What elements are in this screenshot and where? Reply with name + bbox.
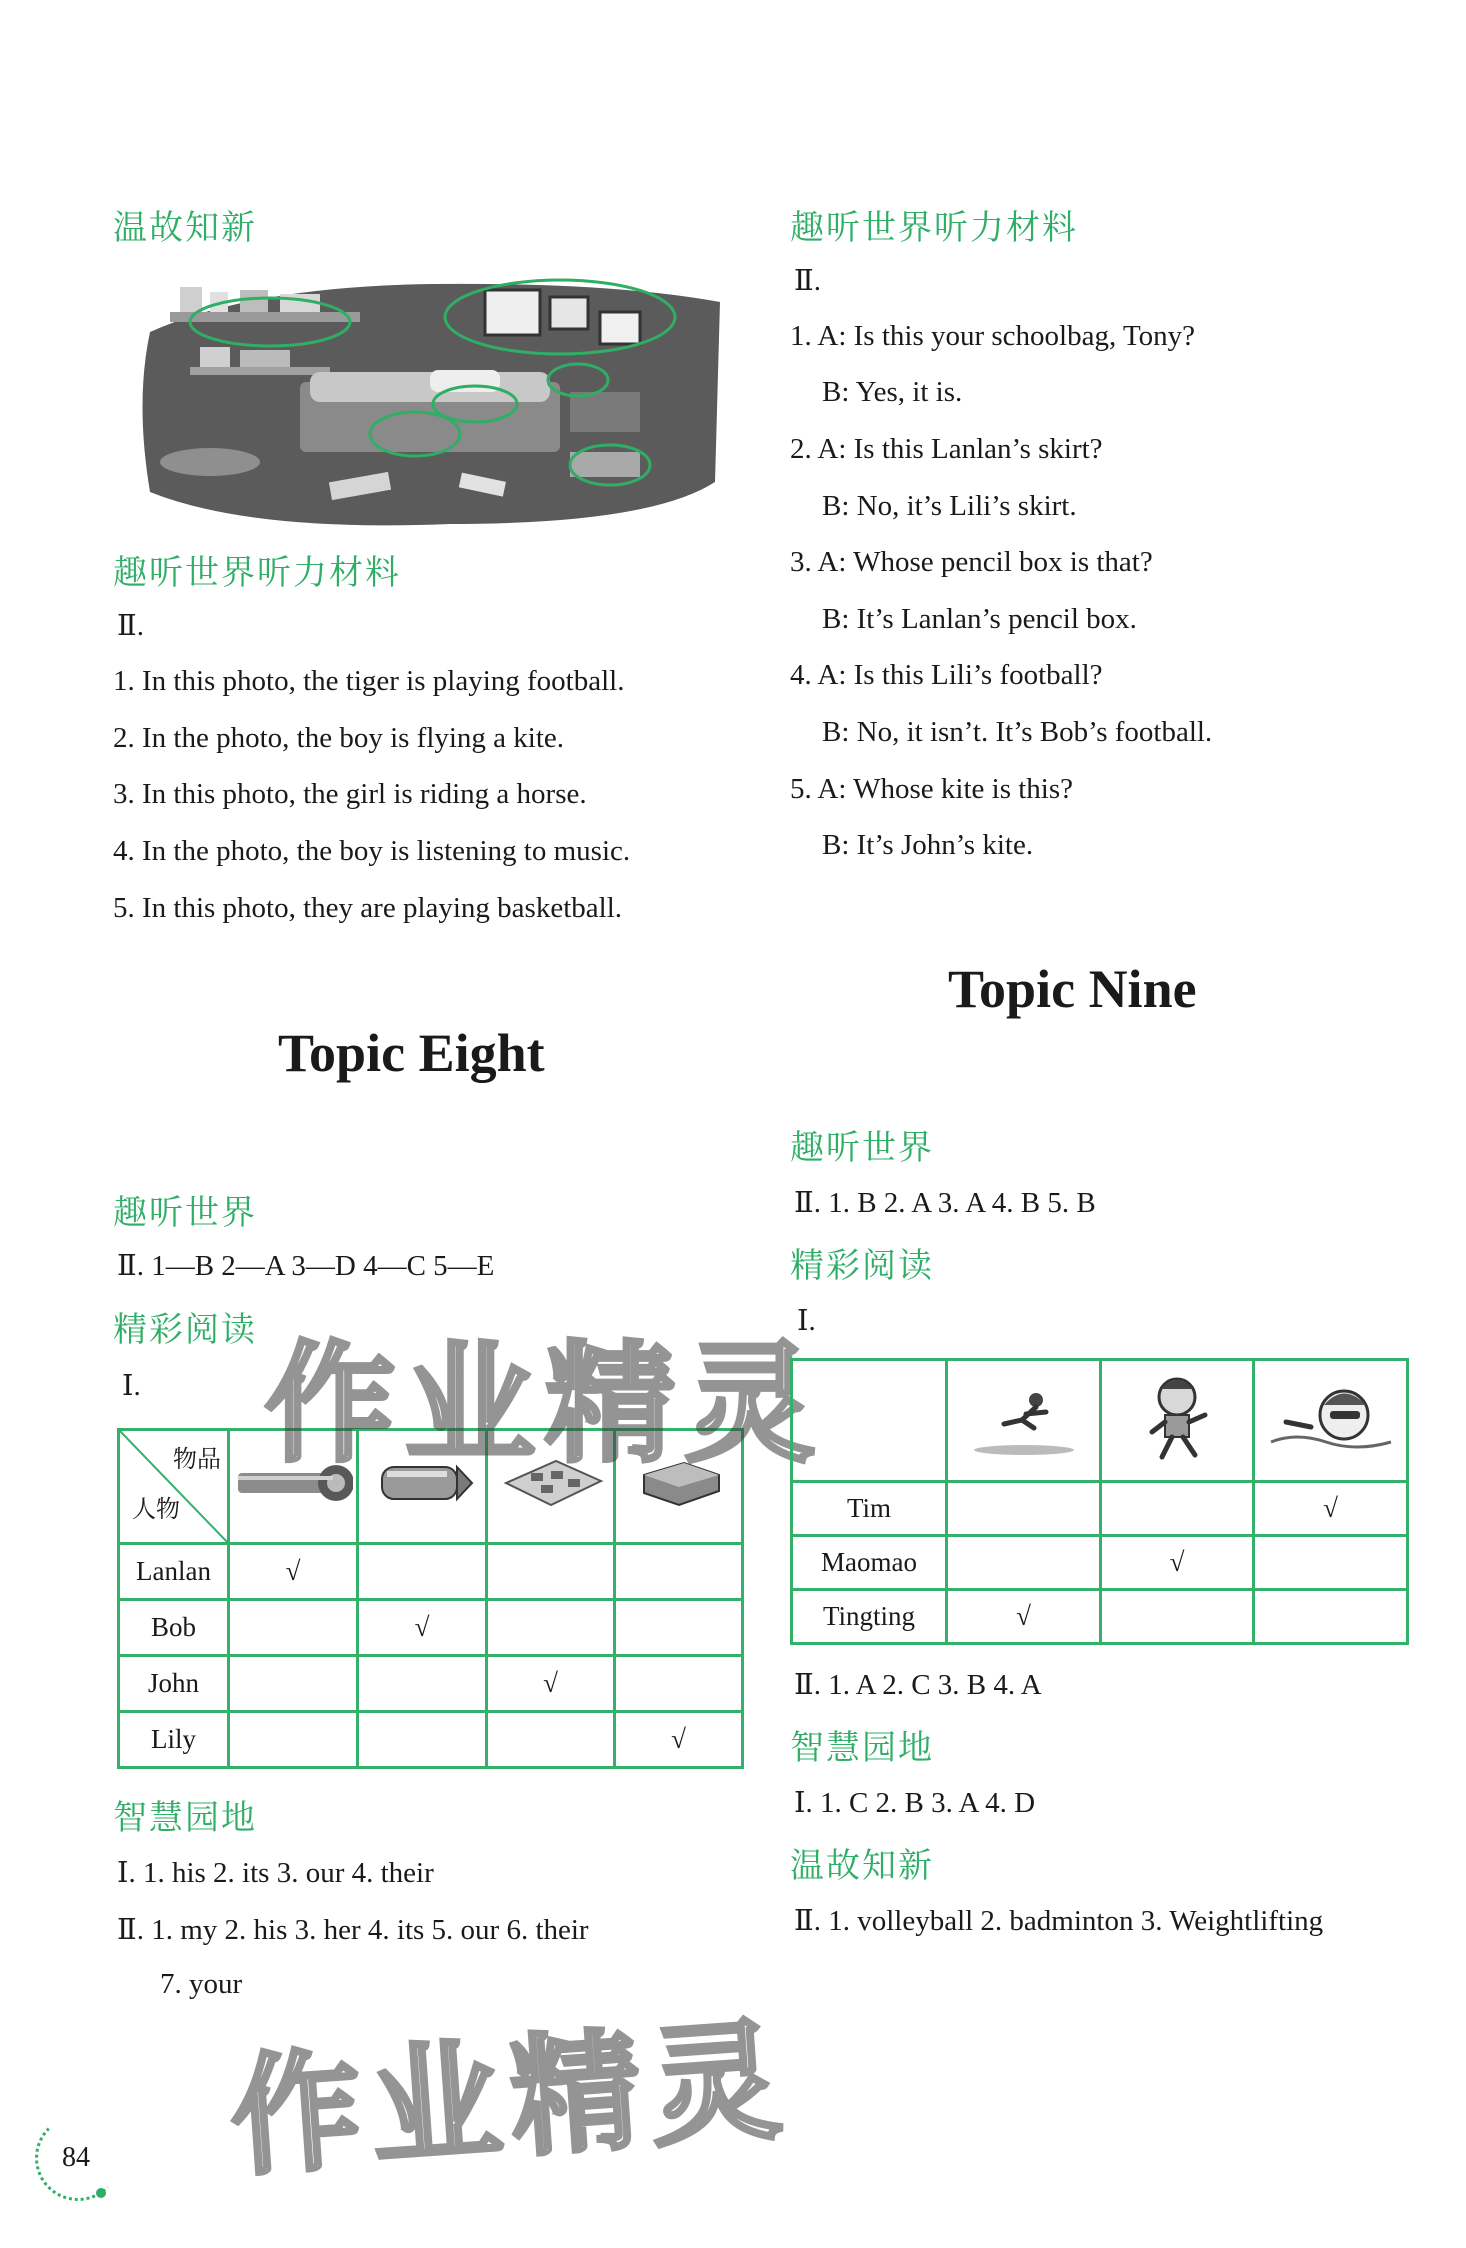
bedroom-illustration	[130, 262, 730, 532]
corner-top-label: 物品	[173, 1445, 221, 1473]
section-title-wisdom-garden: 智慧园地	[790, 1728, 934, 1768]
check-cell	[1101, 1590, 1254, 1644]
part-label: Ⅰ.	[797, 1305, 816, 1337]
check-cell	[358, 1712, 487, 1768]
running-boy-image	[1101, 1360, 1254, 1482]
table-row-name: John	[119, 1656, 229, 1712]
dialog-line-1: 1. A: Is this your schoolbag, Tony?	[790, 320, 1196, 352]
check-cell	[1101, 1482, 1254, 1536]
eraser-cylinder-image	[358, 1430, 487, 1544]
section-title-listening-material: 趣听世界听力材料	[790, 208, 1078, 248]
wisdom-answers-1: Ⅰ. 1. his 2. its 3. our 4. their	[117, 1857, 434, 1889]
table-row-name: Lanlan	[119, 1544, 229, 1600]
section-title-wisdom-garden: 智慧园地	[113, 1798, 257, 1838]
table-row-name: Maomao	[792, 1536, 947, 1590]
check-cell	[229, 1600, 358, 1656]
section-title-listening-material: 趣听世界听力材料	[113, 553, 401, 593]
check-cell	[229, 1712, 358, 1768]
items-table	[117, 1428, 744, 1769]
section-title-reading: 精彩阅读	[790, 1246, 934, 1286]
section-title-fun-listening: 趣听世界	[113, 1193, 257, 1233]
check-cell	[229, 1656, 358, 1712]
check-cell	[615, 1600, 743, 1656]
listen-line-5: 5. In this photo, they are playing basketball.	[113, 892, 623, 924]
check-cell	[1254, 1536, 1408, 1590]
dialog-line-3: 2. A: Is this Lanlan’s skirt?	[790, 433, 1103, 465]
dialog-line-4: B: No, it’s Lili’s skirt.	[822, 490, 1077, 522]
dialog-line-8: B: No, it isn’t. It’s Bob’s football.	[822, 716, 1213, 748]
dialog-line-6: B: It’s Lanlan’s pencil box.	[822, 603, 1137, 635]
part-label: Ⅱ.	[117, 610, 144, 642]
check-cell	[615, 1656, 743, 1712]
review-answers: Ⅱ. 1. volleyball 2. badminton 3. Weightlifting	[794, 1905, 1324, 1937]
topic-eight-title: Topic Eight	[278, 1023, 545, 1083]
check-cell: √	[615, 1712, 743, 1768]
check-cell: √	[1101, 1536, 1254, 1590]
check-cell	[358, 1656, 487, 1712]
dialog-line-5: 3. A: Whose pencil box is that?	[790, 546, 1153, 578]
table-corner	[792, 1360, 947, 1482]
wisdom-answers-2: Ⅱ. 1. my 2. his 3. her 4. its 5. our 6. their	[117, 1914, 589, 1946]
topic-nine-title: Topic Nine	[948, 959, 1197, 1019]
dialog-line-9: 5. A: Whose kite is this?	[790, 773, 1074, 805]
dialog-line-7: 4. A: Is this Lili’s football?	[790, 659, 1103, 691]
section-title-review: 温故知新	[790, 1846, 934, 1886]
check-cell	[947, 1482, 1101, 1536]
check-cell	[615, 1544, 743, 1600]
table-corner	[119, 1430, 229, 1544]
dialog-line-2: B: Yes, it is.	[822, 376, 963, 408]
section-title-fun-listening: 趣听世界	[790, 1128, 934, 1168]
check-cell	[358, 1544, 487, 1600]
eraser-block-image	[615, 1430, 743, 1544]
check-cell: √	[487, 1656, 615, 1712]
pencil-case-image	[229, 1430, 358, 1544]
check-cell	[487, 1544, 615, 1600]
long-jump-image	[947, 1360, 1101, 1482]
page-number-dot	[96, 2188, 106, 2198]
corner-bottom-label: 人物	[132, 1495, 180, 1523]
listen-line-1: 1. In this photo, the tiger is playing football.	[113, 665, 625, 697]
listen-line-2: 2. In the photo, the boy is flying a kite.	[113, 722, 565, 754]
table-row-name: Tingting	[792, 1590, 947, 1644]
check-cell: √	[358, 1600, 487, 1656]
check-cell	[947, 1536, 1101, 1590]
listen-line-4: 4. In the photo, the boy is listening to music.	[113, 835, 631, 867]
wisdom-answers-3: 7. your	[160, 1968, 243, 2000]
part-label: Ⅰ.	[122, 1370, 141, 1402]
watermark: 作业精灵	[226, 2003, 796, 2195]
listen-line-3: 3. In this photo, the girl is riding a horse.	[113, 778, 587, 810]
page-number: 84	[62, 2142, 90, 2173]
section-title-review: 温故知新	[113, 208, 257, 248]
activities-table	[790, 1358, 1409, 1645]
reading-part2-answers: Ⅱ. 1. A 2. C 3. B 4. A	[794, 1669, 1042, 1701]
wisdom-answers: Ⅰ. 1. C 2. B 3. A 4. D	[794, 1787, 1036, 1819]
check-cell	[487, 1600, 615, 1656]
check-cell	[1254, 1590, 1408, 1644]
pencil-box-image	[487, 1430, 615, 1544]
check-cell: √	[947, 1590, 1101, 1644]
check-cell: √	[229, 1544, 358, 1600]
dialog-line-10: B: It’s John’s kite.	[822, 829, 1034, 861]
table-row-name: Lily	[119, 1712, 229, 1768]
watermark: 作业精灵	[265, 1328, 826, 1480]
table-row-name: Tim	[792, 1482, 947, 1536]
fun-listening-answers: Ⅱ. 1. B 2. A 3. A 4. B 5. B	[794, 1187, 1096, 1219]
table-row-name: Bob	[119, 1600, 229, 1656]
fun-listening-answers: Ⅱ. 1—B 2—A 3—D 4—C 5—E	[117, 1250, 495, 1282]
section-title-reading: 精彩阅读	[113, 1310, 257, 1350]
check-cell: √	[1254, 1482, 1408, 1536]
check-cell	[487, 1712, 615, 1768]
part-label: Ⅱ.	[794, 265, 821, 297]
swimming-image	[1254, 1360, 1408, 1482]
